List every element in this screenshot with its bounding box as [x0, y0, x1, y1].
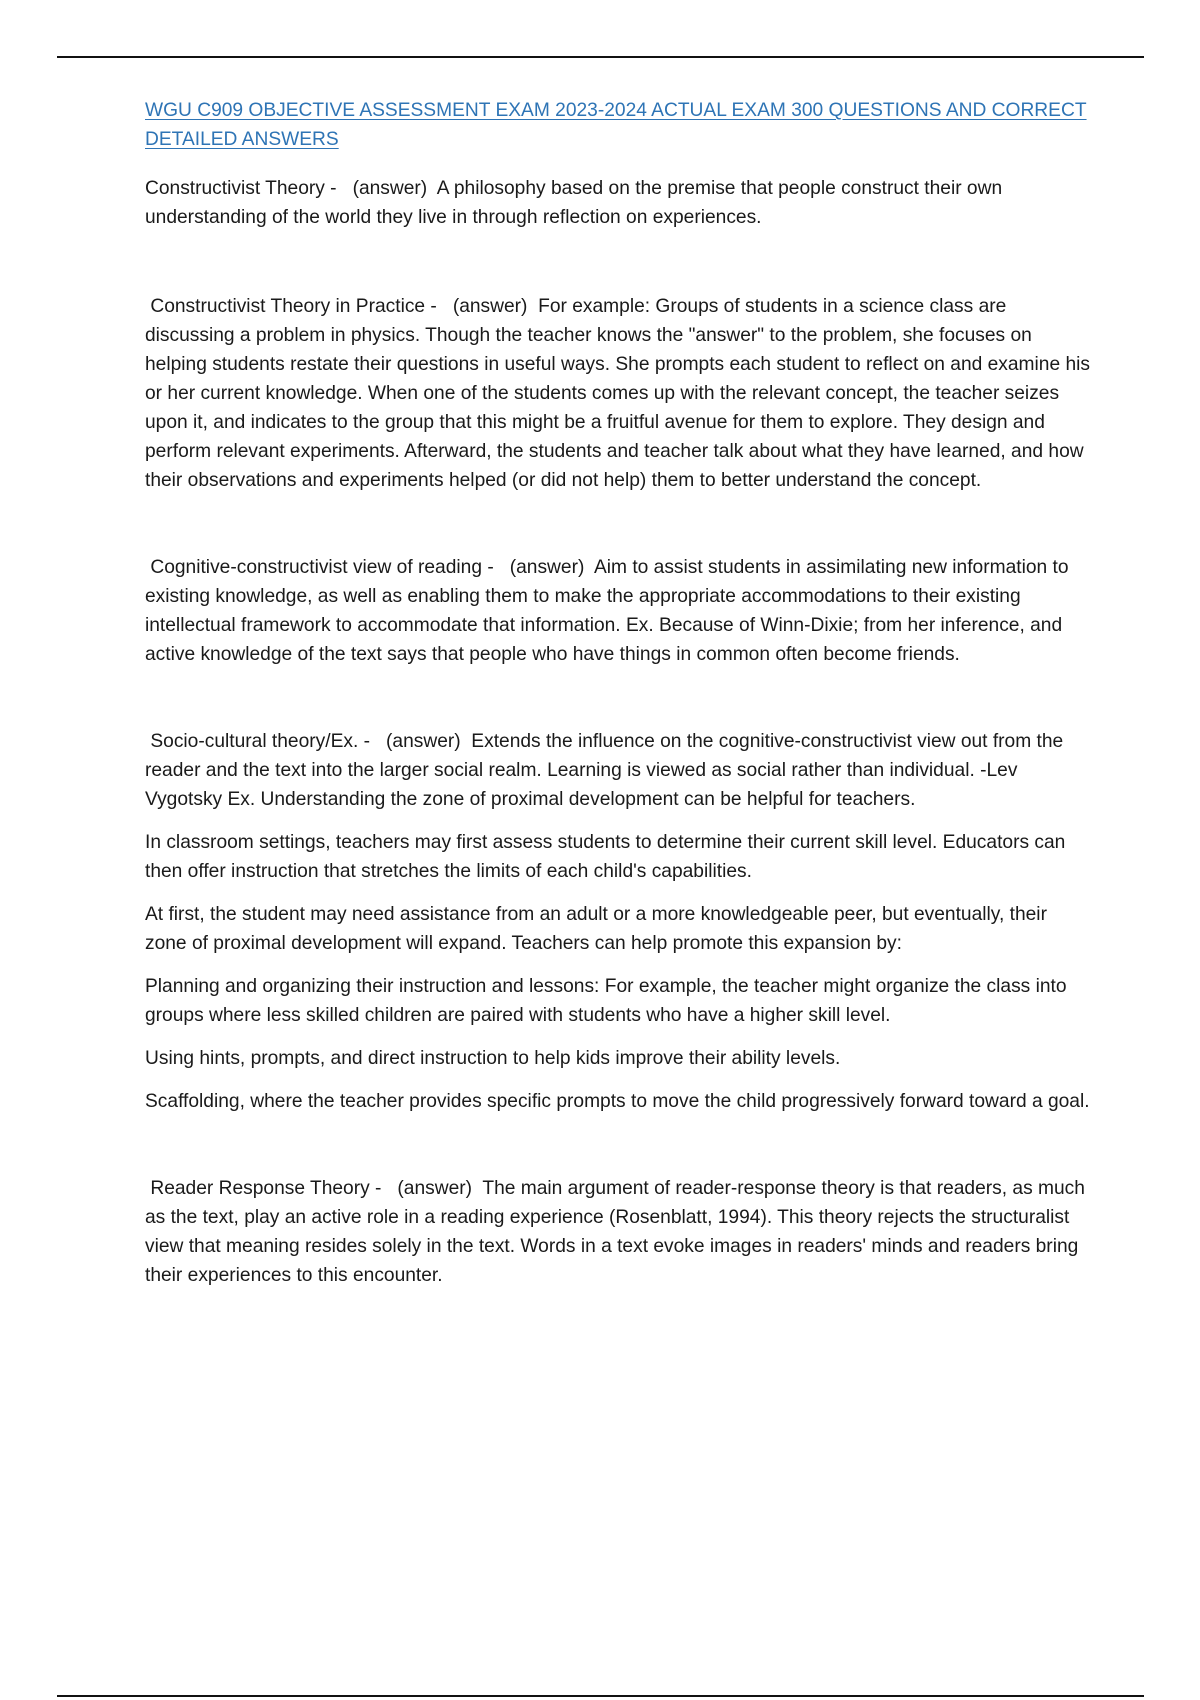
paragraph: At first, the student may need assistance from an adult or a more knowledgeable peer, but eventually, their zone of proximal development will expand. Teachers can help promote this expansion by: — [145, 904, 1047, 954]
entry-constructivist-theory-in-practice — [145, 292, 1096, 495]
paragraph: Planning and organizing their instruction and lessons: For example, the teacher might organize the class into groups where less skilled children are paired with students who have a higher skill level. — [145, 976, 1067, 1026]
entry-text: Socio-cultural theory/Ex. - (answer) Extends the influence on the cognitive-constructivist view out from the reader and the text into the larger social realm. Learning is viewed as social rather than individual. -Lev Vygotsky Ex. Understanding the zone of proximal development can be helpful for teachers. — [145, 731, 1069, 810]
paragraph: Using hints, prompts, and direct instruction to help kids improve their ability levels. — [145, 1048, 841, 1069]
socio-cultural-paragraphs — [145, 828, 1090, 1116]
entry-constructivist-theory — [145, 174, 1090, 232]
entry-text: Constructivist Theory - (answer) A philosophy based on the premise that people construct their own understanding of the world they live in through reflection on experiences. — [145, 178, 1008, 228]
paragraph: In classroom settings, teachers may first assess students to determine their current skill level. Educators can then offer instruction that stretches the limits of each child's capabilities. — [145, 832, 1066, 882]
entry-cognitive-constructivist-view — [145, 553, 1090, 669]
document-title-link[interactable]: WGU C909 OBJECTIVE ASSESSMENT EXAM 2023-2024 ACTUAL EXAM 300 QUESTIONS AND CORRECT DETAILED ANSWERS — [145, 100, 1087, 150]
entry-text: Reader Response Theory - (answer) The main argument of reader-response theory is that readers, as much as the text, play an active role in a reading experience (Rosenblatt, 1994). This theory rejects the structuralist view that meaning resides solely in the text. Words in a text evoke images in readers' minds and readers bring their experiences to this encounter. — [145, 1178, 1091, 1286]
document-body — [145, 96, 1096, 1348]
bottom-rule — [57, 1695, 1144, 1697]
entry-reader-response-theory — [145, 1174, 1090, 1290]
entry-text: Cognitive-constructivist view of reading - (answer) Aim to assist students in assimilating new information to existing knowledge, as well as enabling them to make the appropriate accommodations to their existing intellectual framework to accommodate that information. Ex. Because of Winn-Dixie; from her inference, and active knowledge of the text says that people who have things in common often become friends. — [145, 557, 1074, 665]
entry-socio-cultural-theory — [145, 727, 1090, 814]
paragraph: Scaffolding, where the teacher provides specific prompts to move the child progressively forward toward a goal. — [145, 1091, 1090, 1112]
top-rule — [57, 56, 1144, 58]
entry-text: Constructivist Theory in Practice - (answer) For example: Groups of students in a science class are discussing a problem in physics. Though the teacher knows the "answer" to the problem, she focuses on helping students restate their questions in useful ways. She prompts each student to reflect on and examine his or her current knowledge. When one of the students comes up with the relevant concept, the teacher seizes upon it, and indicates to the group that this might be a fruitful avenue for them to explore. They design and perform relevant experiments. Afterward, the students and teacher talk about what they have learned, and how their observations and experiments helped (or did not help) them to better understand the concept. — [145, 296, 1096, 491]
